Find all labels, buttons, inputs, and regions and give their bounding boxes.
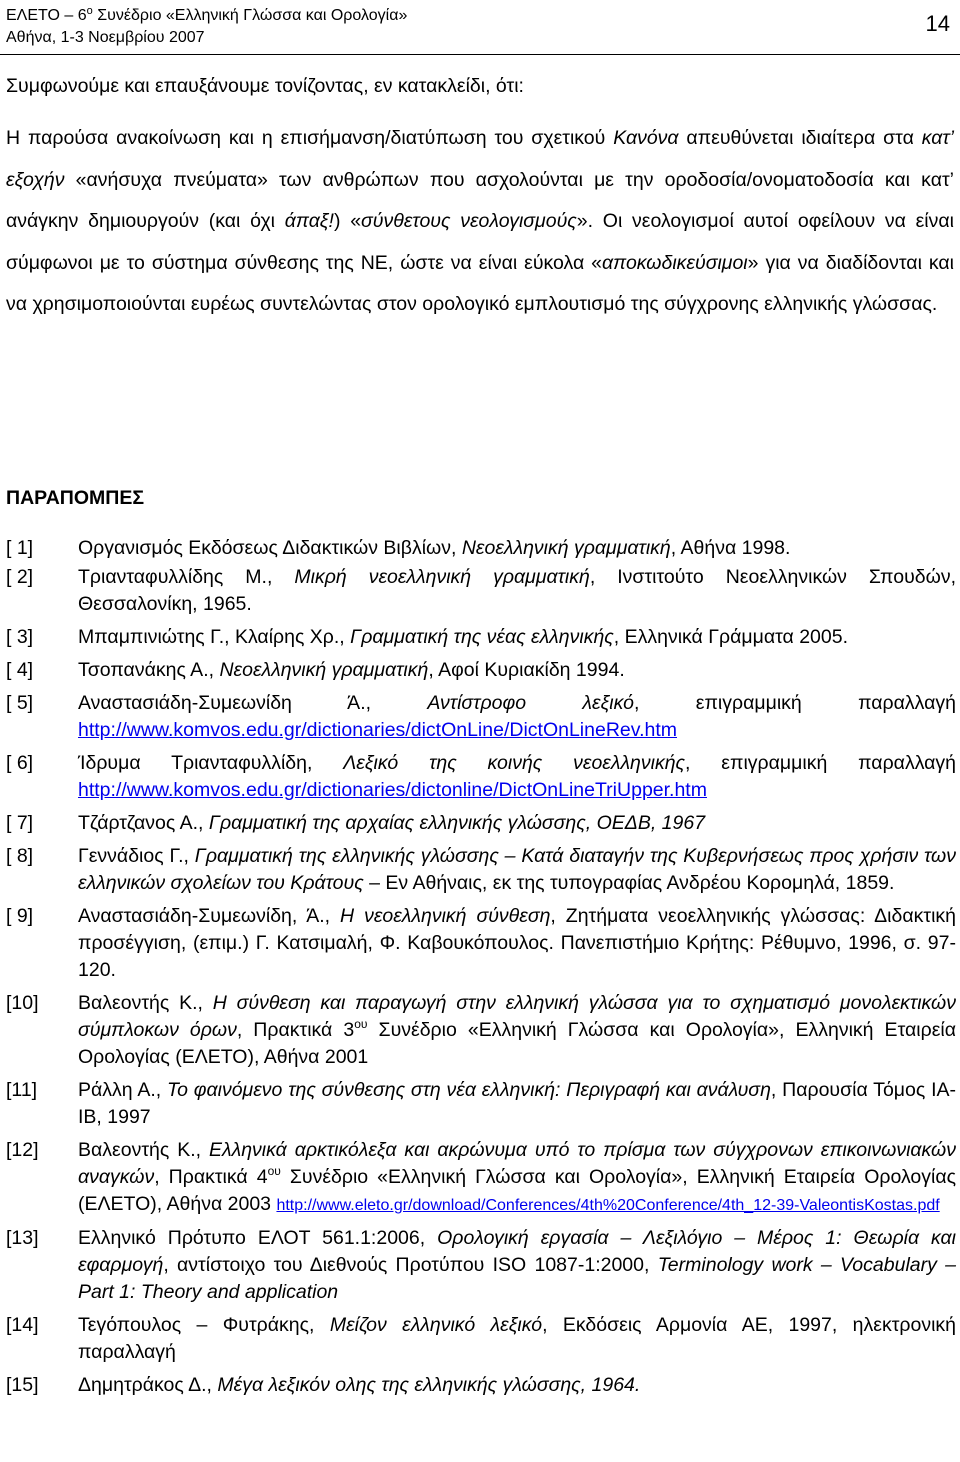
reference-text: Τεγόπουλος – Φυτράκης, Μείζον ελληνικό λεξικό, Εκδόσεις Αρμονία ΑΕ, 1997, ηλεκτρονική παραλλαγή (78, 1314, 957, 1363)
reference-number: [12] (6, 1139, 39, 1161)
reference-number: [ 4] (6, 659, 34, 681)
reference-item (6, 1225, 956, 1306)
reference-item (6, 1312, 956, 1366)
reference-number: [ 1] (6, 537, 34, 559)
references-heading: ΠΑΡΑΠΟΜΠΕΣ (6, 487, 145, 509)
conference-title: ΕΛΕΤΟ – $6^o$ Συνέδριο «Ελληνική Γλώσσα και Ορολογία» (6, 5, 408, 24)
reference-number: [10] (6, 992, 39, 1014)
reference-number: [ 6] (6, 752, 34, 774)
reference-item (6, 624, 956, 651)
reference-text: Τριανταφυλλίδης Μ., Μικρή νεοελληνική γραμματική, Ινστιτούτο Νεοελληνικών Σπουδών, Θεσσαλονίκη, 1965. (78, 566, 956, 615)
reference-item (6, 843, 956, 897)
reference-number: [ 8] (6, 845, 34, 867)
page-header (0, 4, 960, 55)
reference-number: [ 5] (6, 692, 34, 714)
reference-text: Ράλλη Α., Το φαινόμενο της σύνθεσης στη νέα ελληνική: Περιγραφή και ανάλυση, Παρουσία Τόμος ΙΑ-ΙΒ, 1997 (78, 1079, 956, 1128)
reference-item (6, 535, 956, 562)
intro-sentence: Συμφωνούμε και επαυξάνουμε τονίζοντας, εν κατακλείδι, ότι: (6, 75, 524, 97)
reference-item (6, 1372, 956, 1399)
reference-item (6, 1137, 956, 1219)
reference-item (6, 750, 956, 804)
reference-text: Αναστασιάδη-Συμεωνίδη, Ά., Η νεοελληνική σύνθεση, Ζητήματα νεοελληνικής γλώσσας: Διδακτική προσέγγιση, (επιμ.) Γ. Κατσιμαλή, Φ. Καβουκόπουλος. Πανεπιστήμιο Κρήτης: Ρέθυμνο, 1996, σ. 97-120. (78, 905, 956, 981)
reference-text: Τζάρτζανος Α., Γραμματική της αρχαίας ελληνικής γλώσσης, ΟΕΔΒ, 1967 (78, 812, 706, 834)
reference-text: Βαλεοντής Κ., Η σύνθεση και παραγωγή στην ελληνική γλώσσα για το σχηματισμό μονολεκτικών σύμπλοκων όρων, Πρακτικά $3^{o\upsilon}$ Συνέδριο «Ελληνική Γλώσσα και Ορολογία», Ελληνική Εταιρεία Ορολογίας (ΕΛΕΤΟ), Αθήνα 2001 (78, 992, 956, 1068)
reference-number: [14] (6, 1314, 39, 1336)
reference-number: [ 3] (6, 626, 34, 648)
conference-location-date: Αθήνα, 1-3 Νοεμβρίου 2007 (6, 29, 205, 46)
reference-number: [ 2] (6, 566, 34, 588)
reference-item (6, 1077, 956, 1131)
reference-number: [11] (6, 1079, 38, 1101)
reference-link[interactable]: http://www.eleto.gr/download/Conferences/4th%20Conference/4th_12-39-ValeontisKostas.pdf (276, 1197, 940, 1214)
reference-link[interactable]: http://www.komvos.edu.gr/dictionaries/dictonline/DictOnLineTriUpper.htm (78, 779, 707, 801)
reference-item (6, 657, 956, 684)
reference-list (6, 535, 956, 1405)
reference-text: Οργανισμός Εκδόσεως Διδακτικών Βιβλίων, Νεοελληνική γραμματική, Αθήνα 1998. (78, 537, 791, 559)
reference-number: [ 7] (6, 812, 34, 834)
reference-item (6, 564, 956, 618)
reference-item (6, 990, 956, 1071)
reference-item (6, 810, 956, 837)
reference-text: Ελληνικό Πρότυπο ΕΛΟΤ 561.1:2006, Ορολογική εργασία – Λεξιλόγιο – Μέρος 1: Θεωρία και εφαρμογή, αντίστοιχο του Διεθνούς Προτύπου ISO 1087-1:2000, Terminology work – Vocabulary – Part 1: Theory and application (78, 1227, 956, 1303)
reference-number: [15] (6, 1374, 39, 1396)
page-number: 14 (925, 11, 950, 36)
reference-text: Δημητράκος Δ., Μέγα λεξικόν ολης της ελληνικής γλώσσης, 1964. (78, 1374, 641, 1396)
body-paragraph: Η παρούσα ανακοίνωση και η επισήμανση/διατύπωση του σχετικού Κανόνα απευθύνεται ιδιαίτερα στα κατ’ εξοχήν «ανήσυχα πνεύματα» των ανθρώπων που ασχολούνται με την οροδοσία/ονοματοδοσία και κατ’ ανάγκην δημιουργούν (και όχι άπαξ!) «σύνθετους νεολογισμούς». Οι νεολογισμοί αυτοί οφείλουν να είναι σύμφωνοι με το σύστημα σύνθεσης της ΝΕ, ώστε να είναι εύκολα «αποκωδικεύσιμοι» για να διαδίδονται και να χρησιμοποιούνται ευρέως συντελώντας στον ορολογικό εμπλουτισμό της σύγχρονης ελληνικής γλώσσας. (6, 127, 954, 315)
reference-text: Ίδρυμα Τριανταφυλλίδη, Λεξικό της κοινής νεοελληνικής, επιγραμμική παραλλαγή http://www.komvos.edu.gr/dictionaries/dictonline/DictOnLineTriUpper.htm (78, 752, 957, 801)
reference-text: Τσοπανάκης Α., Νεοελληνική γραμματική, Αφοί Κυριακίδη 1994. (78, 659, 625, 681)
reference-text: Αναστασιάδη-Συμεωνίδη Ά., Αντίστροφο λεξικό, επιγραμμική παραλλαγή http://www.komvos.edu.gr/dictionaries/dictOnLine/DictOnLineRev.htm (78, 692, 956, 741)
reference-number: [ 9] (6, 905, 34, 927)
reference-link[interactable]: http://www.komvos.edu.gr/dictionaries/dictOnLine/DictOnLineRev.htm (78, 719, 677, 741)
reference-item (6, 903, 956, 984)
reference-text: Μπαμπινιώτης Γ., Κλαίρης Χρ., Γραμματική της νέας ελληνικής, Ελληνικά Γράμματα 2005. (78, 626, 849, 648)
reference-text: Βαλεοντής Κ., Ελληνικά αρκτικόλεξα και ακρώνυμα υπό το πρίσμα των σύγχρονων επικοινωνιακών αναγκών, Πρακτικά $4^{o\upsilon}$ Συνέδριο «Ελληνική Γλώσσα και Ορολογία», Ελληνική Εταιρεία Ορολογίας (ΕΛΕΤΟ), Αθήνα 2003 http://www.eleto.gr/download/Conferences/4th%20Conference/4th_12-39-ValeontisKostas.pdf (78, 1139, 957, 1215)
reference-item (6, 690, 956, 744)
reference-text: Γεννάδιος Γ., Γραμματική της ελληνικής γλώσσης – Κατά διαταγήν της Κυβερνήσεως προς χρήσιν των ελληνικών σχολείων του Κράτους – Εν Αθήναις, εκ της τυπογραφίας Ανδρέου Κορομηλά, 1859. (78, 845, 956, 894)
reference-number: [13] (6, 1227, 39, 1249)
